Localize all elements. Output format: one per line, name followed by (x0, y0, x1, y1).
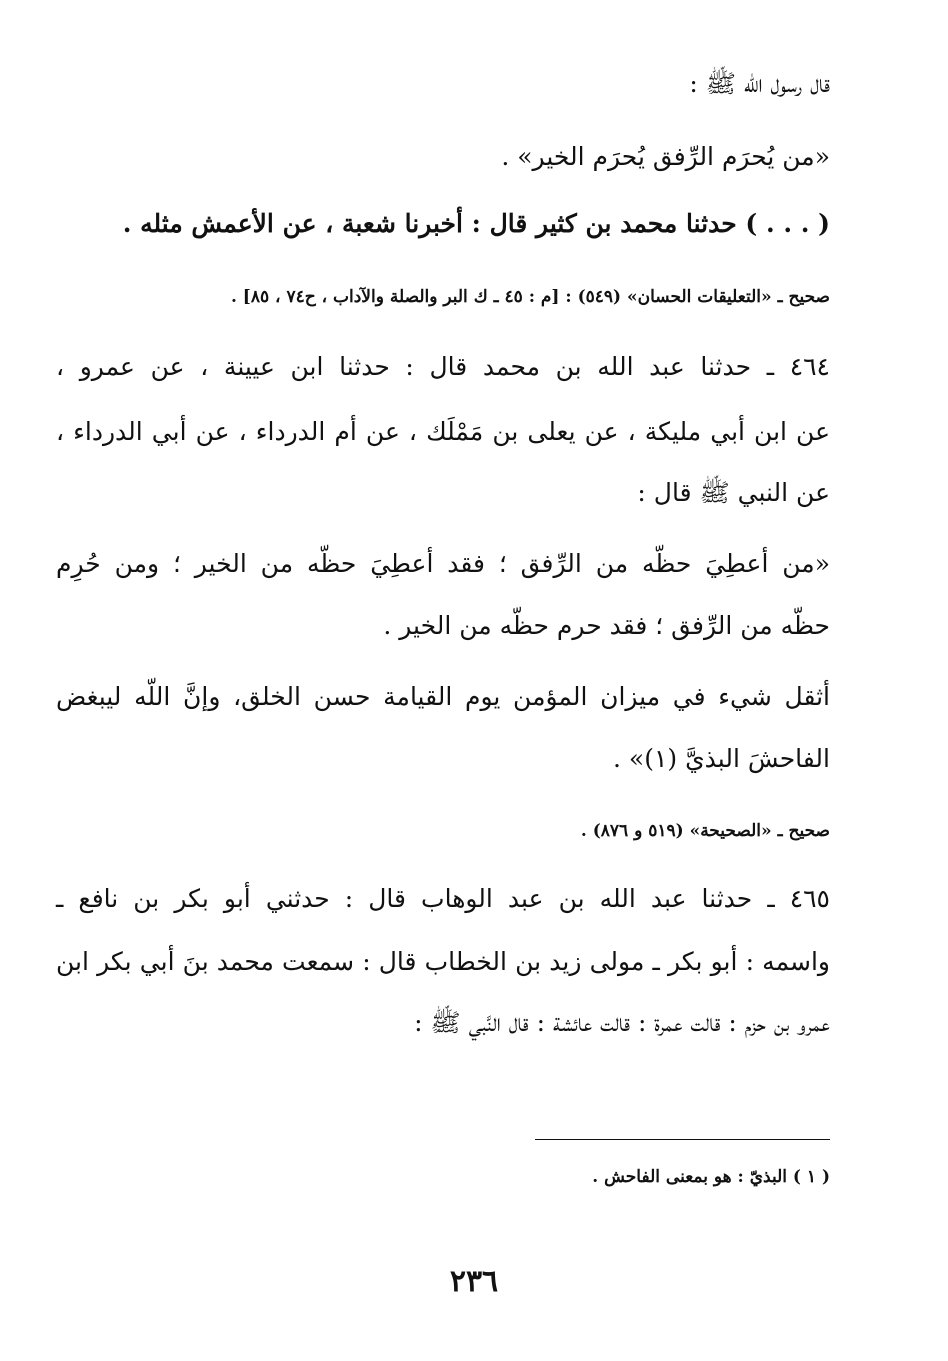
hadith-464-text-line-3: أثقل شيء في ميزان المؤمن يوم القيامة حسن الخلق، وإنَّ اللّه ليبغض (56, 682, 830, 711)
hadith-464-line-2: عن ابن أبي مليكة ، عن يعلى بن مَمْلَك ، عن أم الدرداء ، عن أبي الدرداء ، (56, 417, 830, 446)
text-line-3: ( . . . ) حدثنا محمد بن كثير قال : أخبرنا شعبة ، عن الأعمش مثله . (122, 209, 830, 238)
hadith-465-line-1: ٤٦٥ ـ حدثنا عبد الله بن عبد الوهاب قال : حدثني أبو بكر بن نافع ـ (56, 884, 830, 913)
text-line-1: قال رسول الله ﷺ : (689, 69, 830, 98)
hadith-464-text-line-1: «من أعطِيَ حظّه من الرِّفق ؛ فقد أعطِيَ حظّه من الخير ؛ ومن حُرِم (56, 549, 830, 578)
footnote: ( ١ ) البذيّ : هو بمعنى الفاحش . (592, 1167, 830, 1187)
hadith-464-line-1: ٤٦٤ ـ حدثنا عبد الله بن محمد قال : حدثنا ابن عيينة ، عن عمرو ، (56, 352, 830, 381)
hadith-464-line-3: عن النبي ﷺ قال : (637, 478, 830, 507)
hadith-465-line-2: واسمه : أبو بكر ـ مولى زيد بن الخطاب قال : سمعت محمد بنَ أبي بكر ابن (56, 947, 830, 976)
text-line-2: «من يُحرَم الرِّفق يُحرَم الخير» . (501, 142, 830, 171)
grading-note-1: صحيح ـ «التعليقات الحسان» (٥٤٩) : [م : ٤٥ ـ ك البر والصلة والآداب ، ح٧٤ ، ٨٥] . (230, 287, 830, 307)
page-number: ٢٣٦ (449, 1264, 499, 1299)
hadith-464-text-line-2: حظّه من الرِّفق ؛ فقد حرم حظّه من الخير . (383, 611, 830, 640)
grading-note-2: صحيح ـ «الصحيحة» (٥١٩ و ٨٧٦) . (580, 821, 830, 841)
hadith-465-line-3: عمرو بن حزم : قالت عمرة : قالت عائشة : قال النَّبي ﷺ : (414, 1008, 830, 1037)
hadith-464-text-line-4: الفاحشَ البذيَّ (١)» . (613, 744, 830, 773)
footnote-divider (535, 1139, 830, 1140)
